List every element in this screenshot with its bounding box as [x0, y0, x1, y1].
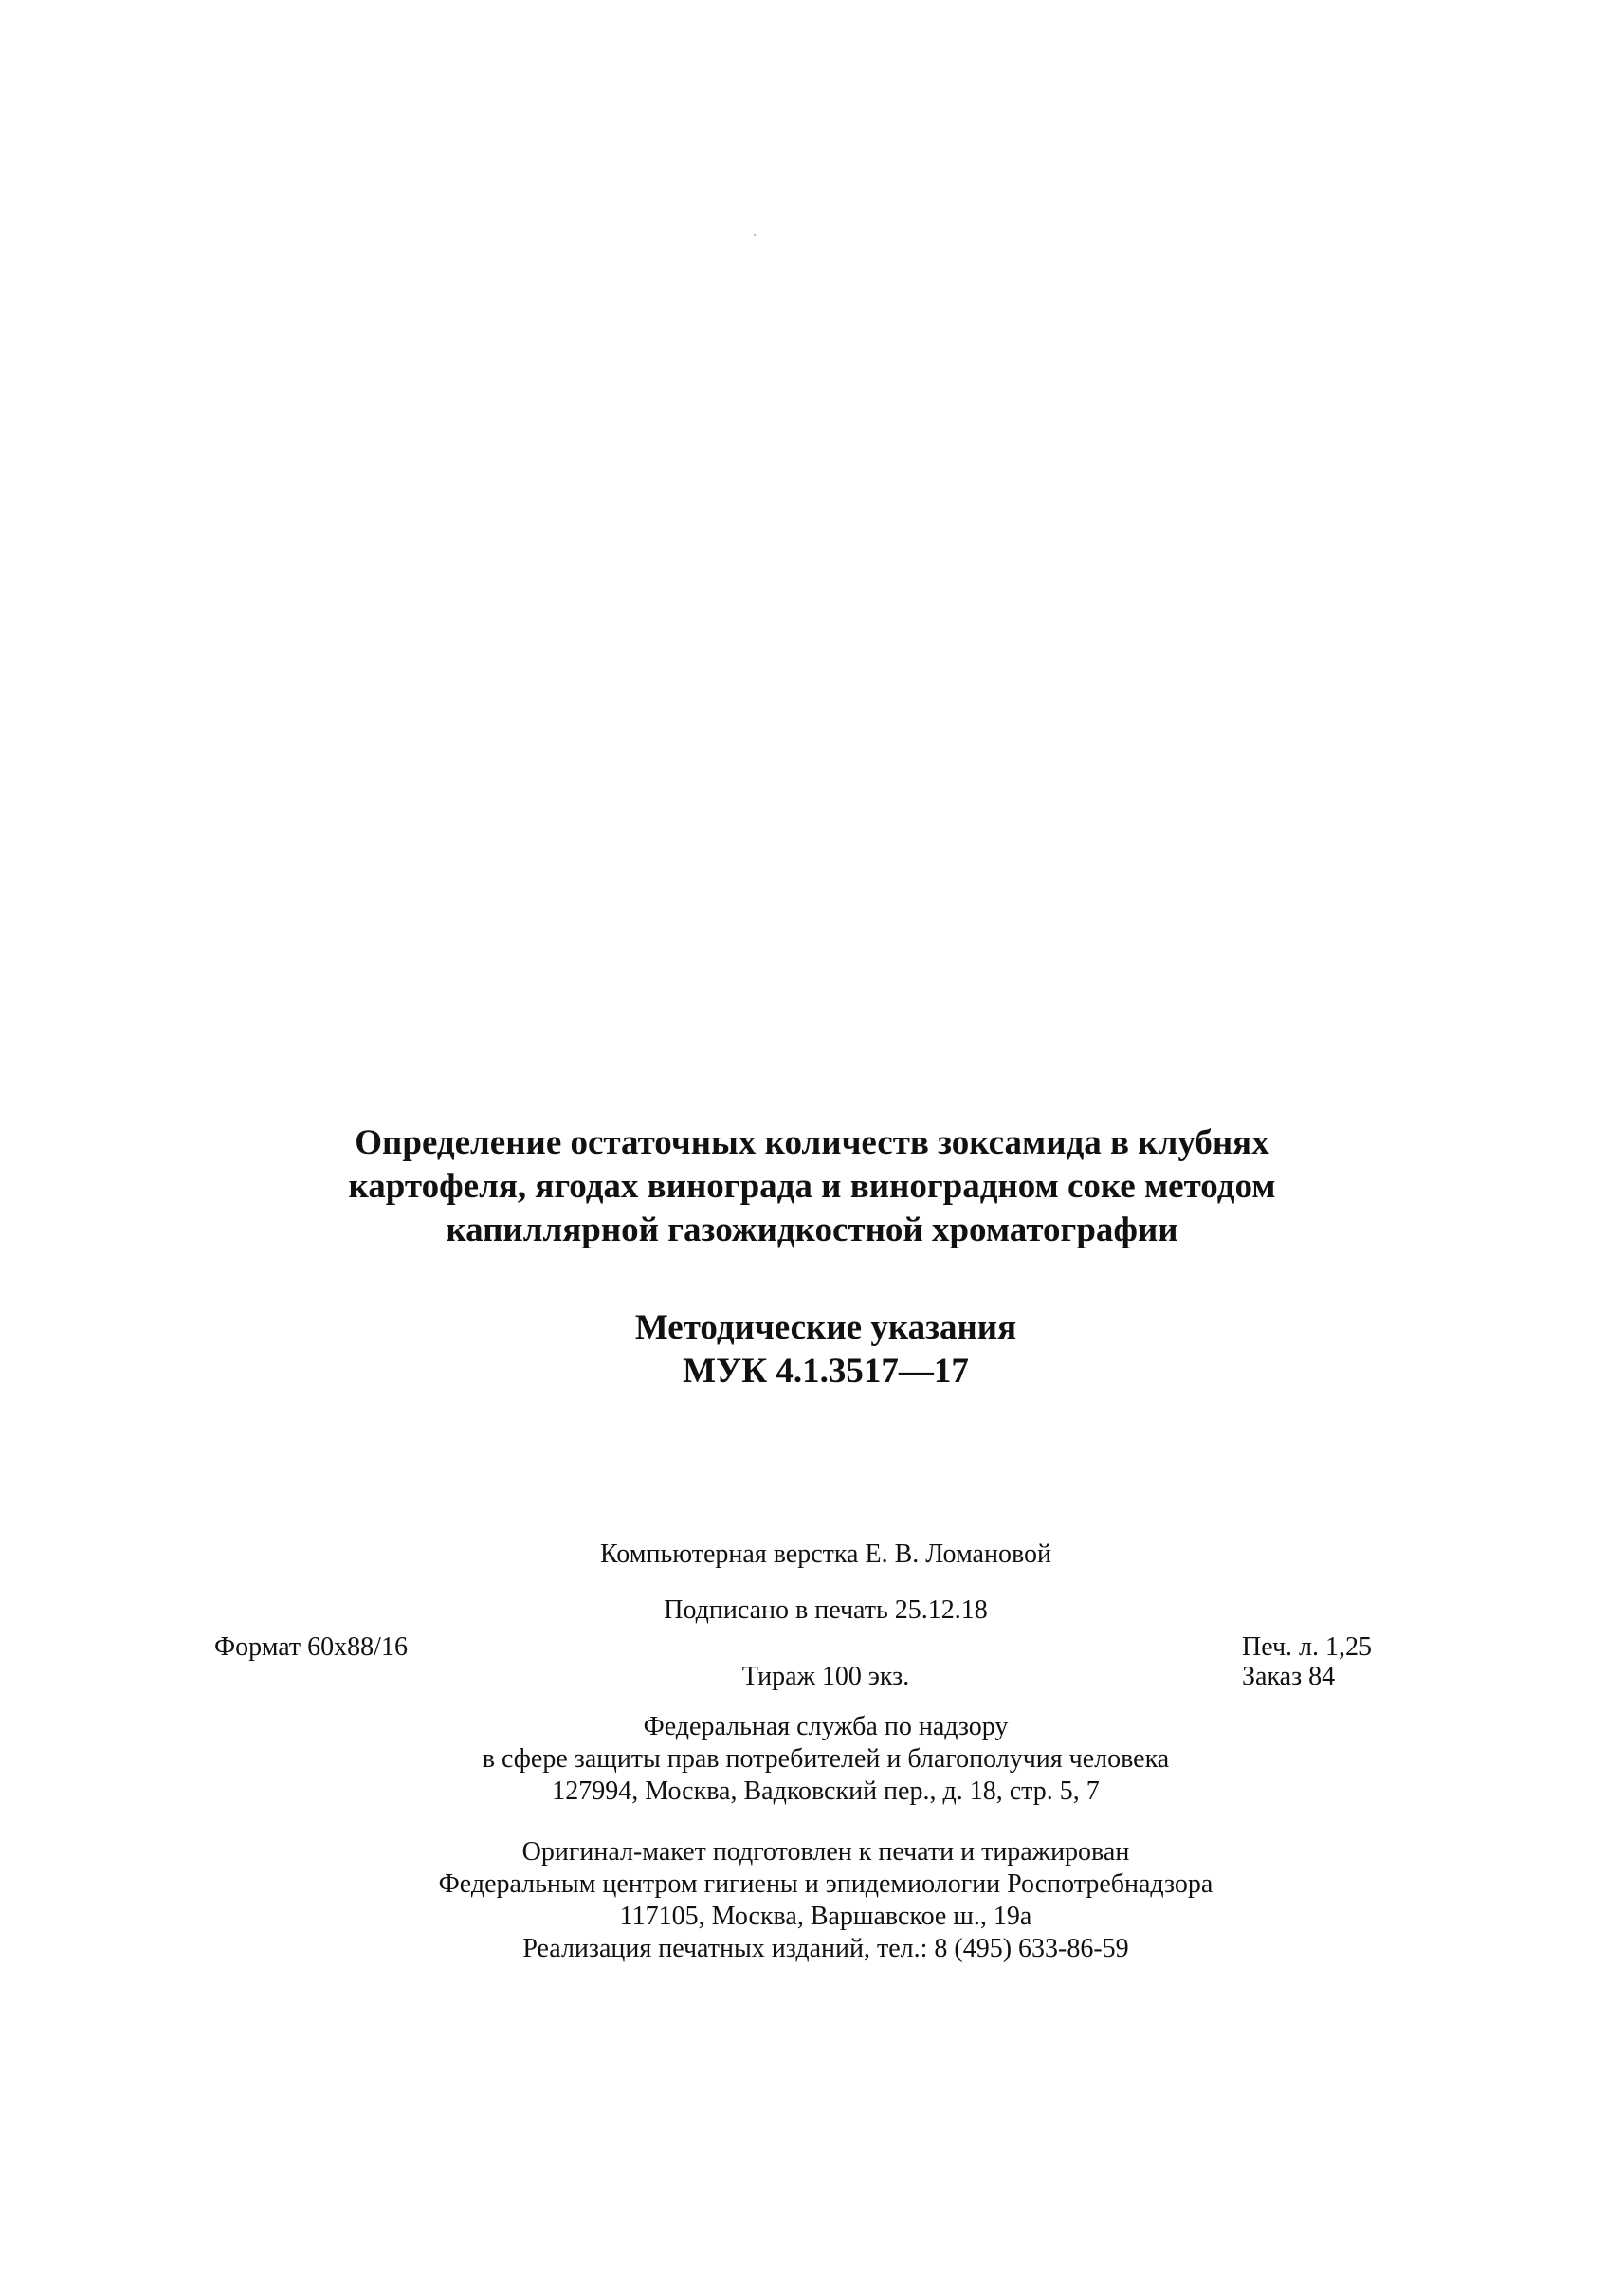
document-title [0, 1121, 1624, 1252]
circulation: Тираж 100 экз. [741, 1662, 910, 1691]
document-code: МУК 4.1.3517—17 [683, 1352, 969, 1391]
document-type [0, 1306, 1624, 1393]
title-line: капиллярной газожидкостной хроматографии [446, 1211, 1178, 1249]
printer-line: Реализация печатных изданий, тел.: 8 (495) 633-86-59 [522, 1934, 1129, 1963]
publisher-line: 127994, Москва, Вадковский пер., д. 18, стр. 5, 7 [552, 1776, 1100, 1806]
signed-for-print: Подписано в печать 25.12.18 [664, 1595, 988, 1625]
printer-line: Федеральным центром гигиены и эпидемиологии Роспотребнадзора [438, 1869, 1213, 1899]
publisher-info [0, 1711, 1624, 1808]
printer-line: 117105, Москва, Варшавское ш., 19а [619, 1902, 1032, 1931]
print-sheets: Печ. л. 1,25 [1242, 1632, 1373, 1662]
title-line: картофеля, ягодах винограда и виноградном соке методом [348, 1167, 1276, 1206]
title-line: Определение остаточных количеств зоксамида в клубнях [355, 1123, 1269, 1162]
publisher-line: Федеральная служба по надзору [643, 1712, 1009, 1741]
layout-credit: Компьютерная верстка Е. В. Ломановой [600, 1539, 1051, 1569]
order-number: Заказ 84 [1242, 1662, 1336, 1691]
publisher-line: в сфере защиты прав потребителей и благополучия человека [482, 1744, 1170, 1774]
document-type-label: Методические указания [634, 1308, 1017, 1347]
printer-info [0, 1836, 1624, 1965]
printer-line: Оригинал-макет подготовлен к печати и тиражирован [521, 1837, 1130, 1867]
scan-artifact [754, 234, 756, 236]
paper-format: Формат 60x88/16 [214, 1632, 408, 1662]
